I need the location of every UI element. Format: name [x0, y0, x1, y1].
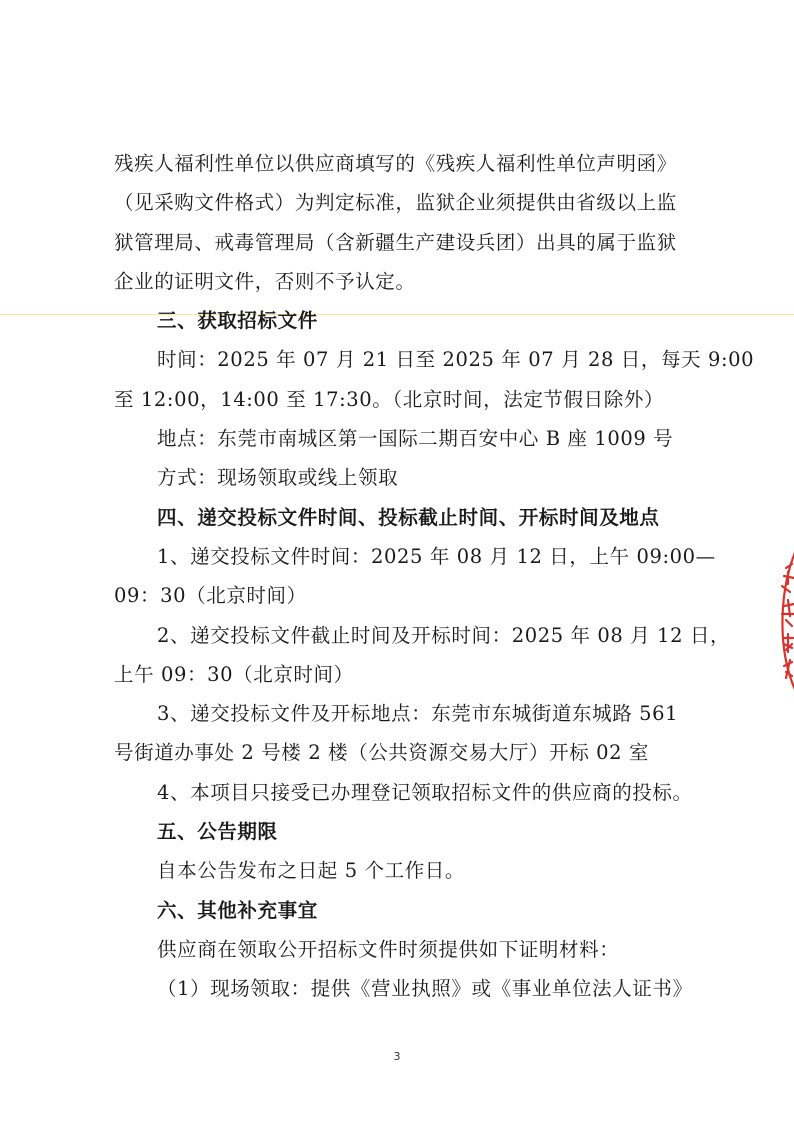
seal-stamp-partial — [766, 548, 794, 694]
text-line: 时间：2025 年 07 月 21 日至 2025 年 07 月 28 日，每天 9:00 — [157, 348, 755, 372]
text-line: （1）现场领取：提供《营业执照》或《事业单位法人证书》 — [157, 977, 693, 1001]
text-line: 1、递交投标文件时间：2025 年 08 月 12 日，上午 09:00— — [157, 544, 716, 568]
text-line: 号街道办事处 2 号楼 2 楼（公共资源交易大厅）开标 02 室 — [114, 741, 650, 765]
text-line: 至 12:00，14:00 至 17:30。（北京时间，法定节假日除外） — [114, 387, 665, 411]
text-line: 上午 09：30（北京时间） — [114, 662, 354, 686]
document-body — [114, 144, 755, 1009]
text-line: 2、递交投标文件截止时间及开标时间：2025 年 08 月 12 日， — [157, 623, 731, 647]
text-line: 3、递交投标文件及开标地点：东莞市东城街道东城路 561 — [157, 702, 679, 726]
section-heading: 四、递交投标文件时间、投标截止时间、开标时间及地点 — [157, 505, 660, 529]
text-line: 4、本项目只接受已办理登记领取招标文件的供应商的投标。 — [157, 780, 693, 804]
section-heading: 三、获取招标文件 — [157, 309, 318, 333]
text-line: 09：30（北京时间） — [114, 584, 307, 608]
text-line: 方式：现场领取或线上领取 — [157, 466, 399, 490]
text-line: 企业的证明文件，否则不予认定。 — [114, 269, 416, 293]
page-number: 3 — [393, 1050, 401, 1063]
section-heading: 六、其他补充事宜 — [157, 898, 318, 922]
text-line: 供应商在领取公开招标文件时须提供如下证明材料： — [157, 937, 620, 961]
text-line: 狱管理局、戒毒管理局（含新疆生产建设兵团）出具的属于监狱 — [114, 230, 677, 254]
text-line: 残疾人福利性单位以供应商填写的《残疾人福利性单位声明函》 — [114, 152, 677, 175]
text-line: 地点：东莞市南城区第一国际二期百安中心 B 座 1009 号 — [157, 427, 674, 451]
section-heading: 五、公告期限 — [157, 820, 278, 844]
text-line: （见采购文件格式）为判定标准，监狱企业须提供由省级以上监 — [114, 191, 677, 215]
text-line: 自本公告发布之日起 5 个工作日。 — [157, 859, 466, 883]
